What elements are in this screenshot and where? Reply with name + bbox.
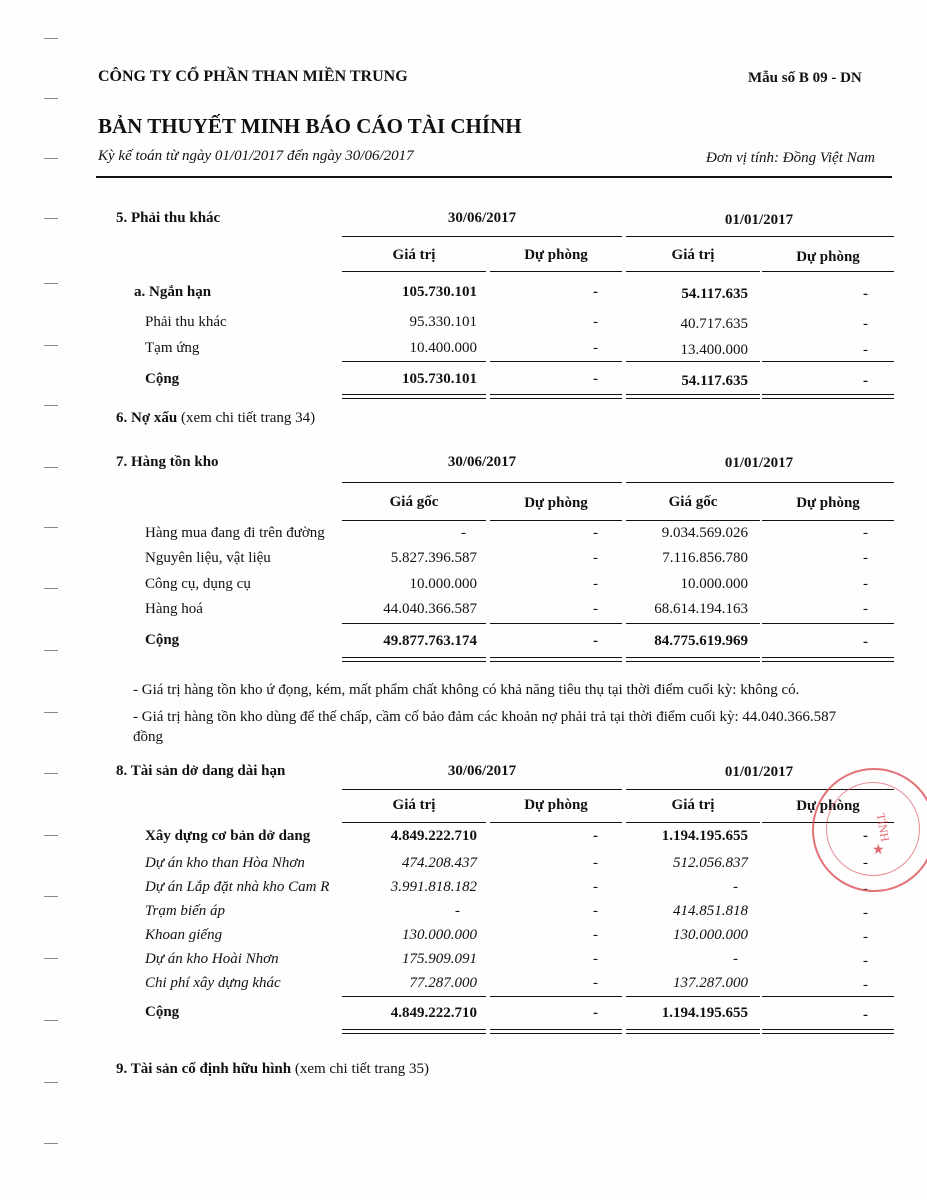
subtotal-rule xyxy=(342,623,486,624)
value-prior: 512.056.837 xyxy=(673,855,748,871)
provision-prior: - xyxy=(863,342,868,358)
provision-current: - xyxy=(593,601,598,617)
section-7-date-current: 30/06/2017 xyxy=(447,454,517,470)
subtotal-rule xyxy=(762,361,894,362)
provision-current: - xyxy=(593,633,598,649)
provision-prior: - xyxy=(863,316,868,332)
company-seal-text: TỈNH xyxy=(873,812,893,843)
section-8-col-rule xyxy=(342,822,486,823)
provision-current: - xyxy=(593,314,598,330)
section-5-date-rule xyxy=(342,236,622,237)
provision-prior: - xyxy=(863,929,868,945)
total-double-rule xyxy=(490,1029,622,1034)
total-double-rule xyxy=(490,394,622,399)
provision-current: - xyxy=(593,927,598,943)
section-7-date-prior: 01/01/2017 xyxy=(724,455,794,471)
value-current: 130.000.000 xyxy=(402,927,477,943)
section-7-col-rule xyxy=(490,520,622,521)
row-label: Xây dựng cơ bản dở dang xyxy=(145,828,311,844)
section-8-col-value: Giá trị xyxy=(392,797,436,813)
subtotal-rule xyxy=(490,361,622,362)
value-current: 10.400.000 xyxy=(409,340,477,356)
row-label: Công cụ, dụng cụ xyxy=(145,576,251,592)
provision-prior: - xyxy=(863,905,868,921)
provision-current: - xyxy=(593,576,598,592)
row-label: Phải thu khác xyxy=(145,314,227,330)
value-prior: 84.775.619.969 xyxy=(654,633,748,649)
section-5-col-value: Giá trị xyxy=(392,247,436,263)
total-double-rule xyxy=(342,1029,486,1034)
margin-mark xyxy=(44,158,58,159)
margin-mark xyxy=(44,835,58,836)
section-7-date-rule xyxy=(342,482,622,483)
row-label: Cộng xyxy=(145,1004,180,1020)
value-current: 10.000.000 xyxy=(409,576,477,592)
section-6-note: (xem chi tiết trang 34) xyxy=(180,410,316,426)
row-label: Hàng mua đang đi trên đường xyxy=(145,525,325,541)
row-label: Dự án kho than Hòa Nhơn xyxy=(145,855,305,871)
total-double-rule xyxy=(762,657,894,662)
section-5-date-prior: 01/01/2017 xyxy=(724,212,794,228)
provision-prior: - xyxy=(863,525,868,541)
margin-mark xyxy=(44,588,58,589)
section-6-title xyxy=(116,410,315,427)
row-label: Trạm biến áp xyxy=(145,903,226,919)
margin-mark xyxy=(44,958,58,959)
provision-current: - xyxy=(593,879,598,895)
provision-current: - xyxy=(593,1005,598,1021)
total-double-rule xyxy=(626,1029,760,1034)
row-label: Hàng hoá xyxy=(145,601,203,617)
row-label: Khoan giếng xyxy=(145,927,223,943)
value-current: 77.287.000 xyxy=(409,975,477,991)
margin-mark xyxy=(44,467,58,468)
provision-prior: - xyxy=(863,953,868,969)
margin-mark xyxy=(44,1143,58,1144)
value-current: 95.330.101 xyxy=(409,314,477,330)
section-8-date-rule xyxy=(342,789,622,790)
company-seal-inner-ring xyxy=(826,782,920,876)
margin-mark xyxy=(44,896,58,897)
section-8-date-prior: 01/01/2017 xyxy=(724,764,794,780)
value-prior: 54.117.635 xyxy=(681,373,748,389)
value-prior: - xyxy=(733,879,738,895)
provision-current: - xyxy=(593,550,598,566)
section-5-date-current: 30/06/2017 xyxy=(447,210,517,226)
row-label: Cộng xyxy=(145,371,180,387)
row-label: Chi phí xây dựng khác xyxy=(145,975,281,991)
provision-prior: - xyxy=(863,373,868,389)
section-5-title: 5. Phải thu khác xyxy=(116,210,221,226)
margin-mark xyxy=(44,218,58,219)
total-double-rule xyxy=(490,657,622,662)
provision-current: - xyxy=(593,828,598,844)
section-5-col-value: Giá trị xyxy=(671,247,715,263)
inventory-note-pledged-unit: đồng xyxy=(133,729,163,745)
section-7-date-rule xyxy=(626,482,894,483)
value-prior: 13.400.000 xyxy=(680,342,748,358)
row-label: a. Ngắn hạn xyxy=(134,284,212,300)
row-label: Dự án kho Hoài Nhơn xyxy=(145,951,279,967)
value-prior: 40.717.635 xyxy=(680,316,748,332)
value-current: 4.849.222.710 xyxy=(390,1005,477,1021)
form-code: Mẫu số B 09 - DN xyxy=(748,70,862,86)
value-current: 105.730.101 xyxy=(402,371,477,387)
section-5-col-rule xyxy=(626,271,760,272)
value-current: 4.849.222.710 xyxy=(390,828,477,844)
value-prior: 9.034.569.026 xyxy=(661,525,748,541)
subtotal-rule xyxy=(626,996,760,997)
total-double-rule xyxy=(762,1029,894,1034)
provision-current: - xyxy=(593,371,598,387)
provision-current: - xyxy=(593,903,598,919)
margin-mark xyxy=(44,283,58,284)
margin-mark xyxy=(44,527,58,528)
section-8-col-rule xyxy=(490,822,622,823)
value-current: 175.909.091 xyxy=(402,951,477,967)
inventory-note-obsolete: - Giá trị hàng tồn kho ứ đọng, kém, mất phẩm chất không có khả năng tiêu thụ tại thời điểm cuối kỳ: không có. xyxy=(133,682,800,698)
provision-prior: - xyxy=(863,286,868,302)
section-6-heading: 6. Nợ xấu xyxy=(116,410,178,426)
section-5-col-rule xyxy=(762,271,894,272)
provision-current: - xyxy=(593,525,598,541)
value-current: 105.730.101 xyxy=(402,284,477,300)
value-prior: 1.194.195.655 xyxy=(661,828,748,844)
section-8-col-provision: Dự phòng xyxy=(796,798,860,814)
margin-mark xyxy=(44,98,58,99)
section-5-col-provision: Dự phòng xyxy=(524,247,588,263)
subtotal-rule xyxy=(626,361,760,362)
value-prior: 137.287.000 xyxy=(673,975,748,991)
section-7-col-cost: Giá gốc xyxy=(389,494,439,510)
row-label: Cộng xyxy=(145,632,180,648)
total-double-rule xyxy=(626,394,760,399)
value-prior: 7.116.856.780 xyxy=(662,550,748,566)
section-7-col-provision: Dự phòng xyxy=(796,495,860,511)
section-5-col-rule xyxy=(342,271,486,272)
section-7-col-rule xyxy=(626,520,760,521)
margin-mark xyxy=(44,345,58,346)
provision-prior: - xyxy=(863,977,868,993)
margin-mark xyxy=(44,773,58,774)
provision-current: - xyxy=(593,951,598,967)
value-prior: - xyxy=(733,951,738,967)
total-double-rule xyxy=(762,394,894,399)
section-9-title xyxy=(116,1061,429,1078)
section-5-date-rule xyxy=(626,236,894,237)
value-current: - xyxy=(461,525,466,541)
value-current: 474.208.437 xyxy=(402,855,477,871)
margin-mark xyxy=(44,405,58,406)
total-double-rule xyxy=(626,657,760,662)
section-8-col-provision: Dự phòng xyxy=(524,797,588,813)
section-8-col-rule xyxy=(626,822,760,823)
provision-current: - xyxy=(593,855,598,871)
value-prior: 54.117.635 xyxy=(681,286,748,302)
provision-prior: - xyxy=(863,634,868,650)
company-name: CÔNG TY CỔ PHẦN THAN MIỀN TRUNG xyxy=(98,68,408,85)
section-9-heading: 9. Tài sản cố định hữu hình xyxy=(116,1061,292,1077)
period-text: Kỳ kế toán từ ngày 01/01/2017 đến ngày 30/06/2017 xyxy=(98,148,414,164)
section-7-col-provision: Dự phòng xyxy=(524,495,588,511)
subtotal-rule xyxy=(762,623,894,624)
value-prior: 68.614.194.163 xyxy=(654,601,748,617)
provision-current: - xyxy=(593,284,598,300)
section-9-note: (xem chi tiết trang 35) xyxy=(294,1061,429,1077)
provision-current: - xyxy=(593,975,598,991)
value-current: 3.991.818.182 xyxy=(390,879,477,895)
row-label: Tạm ứng xyxy=(145,340,200,356)
provision-prior: - xyxy=(863,601,868,617)
provision-prior: - xyxy=(863,576,868,592)
header-rule xyxy=(96,176,892,178)
value-current: 5.827.396.587 xyxy=(390,550,477,566)
currency-unit: Đơn vị tính: Đồng Việt Nam xyxy=(706,150,875,166)
row-label: Dự án Lắp đặt nhà kho Cam R xyxy=(145,879,330,895)
subtotal-rule xyxy=(490,623,622,624)
margin-mark xyxy=(44,38,58,39)
row-label: Nguyên liệu, vật liệu xyxy=(145,550,271,566)
provision-current: - xyxy=(593,340,598,356)
value-prior: 10.000.000 xyxy=(680,576,748,592)
provision-prior: - xyxy=(863,881,868,897)
section-5-col-rule xyxy=(490,271,622,272)
section-8-title: 8. Tài sản dở dang dài hạn xyxy=(116,763,286,779)
value-current: 44.040.366.587 xyxy=(383,601,477,617)
section-8-col-value: Giá trị xyxy=(671,797,715,813)
subtotal-rule xyxy=(762,996,894,997)
value-prior: 414.851.818 xyxy=(673,903,748,919)
value-current: 49.877.763.174 xyxy=(383,633,477,649)
section-7-col-rule xyxy=(762,520,894,521)
margin-mark xyxy=(44,1082,58,1083)
value-current: - xyxy=(455,903,460,919)
margin-mark xyxy=(44,1020,58,1021)
subtotal-rule xyxy=(490,996,622,997)
total-double-rule xyxy=(342,394,486,399)
subtotal-rule xyxy=(342,361,486,362)
subtotal-rule xyxy=(342,996,486,997)
subtotal-rule xyxy=(626,623,760,624)
section-5-col-provision: Dự phòng xyxy=(796,249,860,265)
section-7-col-cost: Giá gốc xyxy=(668,494,718,510)
margin-mark xyxy=(44,650,58,651)
margin-mark xyxy=(44,712,58,713)
section-8-date-current: 30/06/2017 xyxy=(447,763,517,779)
section-7-col-rule xyxy=(342,520,486,521)
provision-prior: - xyxy=(863,855,868,871)
value-prior: 130.000.000 xyxy=(673,927,748,943)
company-seal-star-icon: ★ xyxy=(872,843,885,858)
total-double-rule xyxy=(342,657,486,662)
provision-prior: - xyxy=(863,828,868,844)
value-prior: 1.194.195.655 xyxy=(661,1005,748,1021)
inventory-note-pledged: - Giá trị hàng tồn kho dùng để thế chấp, cầm cố bảo đảm các khoản nợ phải trả tại thời điểm cuối kỳ: 44.040.366.587 xyxy=(133,709,837,725)
section-7-title: 7. Hàng tồn kho xyxy=(116,454,219,470)
provision-prior: - xyxy=(863,550,868,566)
provision-prior: - xyxy=(863,1007,868,1023)
report-title: BẢN THUYẾT MINH BÁO CÁO TÀI CHÍNH xyxy=(98,114,522,138)
